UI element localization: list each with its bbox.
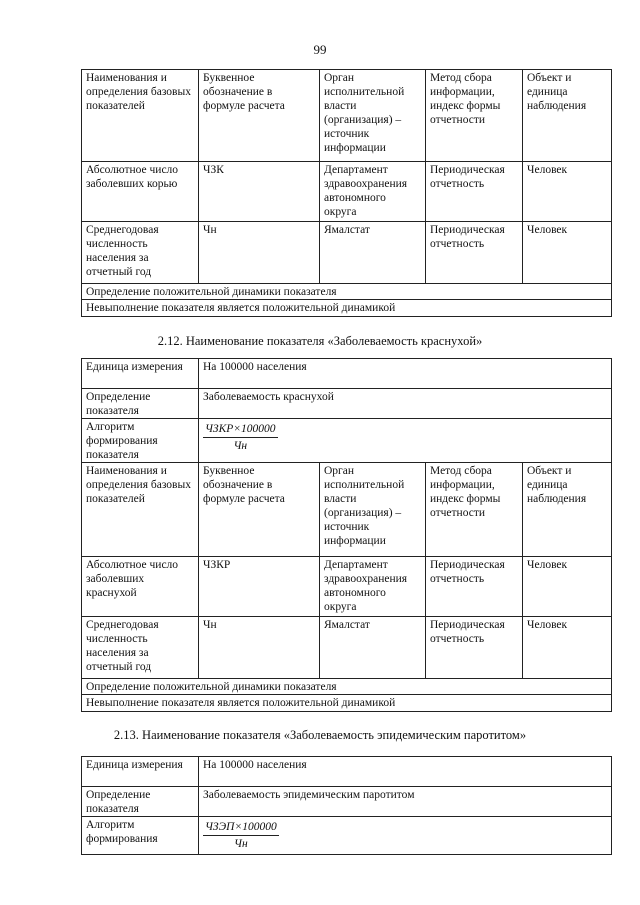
dynamics-value-cell: Невыполнение показателя является положительной динамикой bbox=[82, 300, 612, 317]
cell-method: Периодическая отчетность bbox=[426, 557, 523, 617]
table-row bbox=[82, 300, 612, 317]
definition-value: Заболеваемость краснухой bbox=[199, 389, 612, 419]
algorithm-label: Алгоритм формирования показателя bbox=[82, 419, 199, 463]
header-cell-method: Метод сбора информации, индекс формы отчетности bbox=[426, 70, 523, 162]
header-cell-name: Наименования и определения базовых показателей bbox=[82, 70, 199, 162]
table-row bbox=[82, 419, 612, 463]
table-row bbox=[82, 359, 612, 389]
unit-label: Единица измерения bbox=[82, 359, 199, 389]
header-cell-object: Объект и единица наблюдения bbox=[523, 70, 612, 162]
section-title-2-13: 2.13. Наименование показателя «Заболеваемость эпидемическим паротитом» bbox=[113, 728, 527, 742]
header-cell-name: Наименования и определения базовых показателей bbox=[82, 463, 199, 557]
table-measles-continuation bbox=[81, 69, 612, 317]
algorithm-formula bbox=[199, 419, 612, 463]
definition-value: Заболеваемость эпидемическим паротитом bbox=[199, 787, 612, 817]
cell-symbol: ЧЗК bbox=[199, 162, 320, 222]
table-row bbox=[82, 787, 612, 817]
cell-name: Абсолютное число заболевших корью bbox=[82, 162, 199, 222]
table-row bbox=[82, 757, 612, 787]
cell-symbol: Чн bbox=[199, 617, 320, 679]
dynamics-definition-cell: Определение положительной динамики показателя bbox=[82, 679, 612, 695]
cell-name: Среднегодовая численность населения за отчетный год bbox=[82, 222, 199, 284]
cell-source: Ямалстат bbox=[320, 617, 426, 679]
header-cell-symbol: Буквенное обозначение в формуле расчета bbox=[199, 463, 320, 557]
table-row bbox=[82, 617, 612, 679]
table-row bbox=[82, 162, 612, 222]
cell-source: Департамент здравоохранения автономного округа bbox=[320, 557, 426, 617]
table-mumps bbox=[81, 756, 612, 855]
table-header-row bbox=[82, 70, 612, 162]
unit-value: На 100000 населения bbox=[199, 359, 612, 389]
unit-value: На 100000 населения bbox=[199, 757, 612, 787]
cell-source: Ямалстат bbox=[320, 222, 426, 284]
table-row bbox=[82, 284, 612, 300]
algorithm-formula bbox=[199, 817, 612, 855]
table-row bbox=[82, 679, 612, 695]
formula-numerator: ЧЗЭП×100000 bbox=[203, 820, 279, 836]
cell-object: Человек bbox=[523, 162, 612, 222]
unit-label: Единица измерения bbox=[82, 757, 199, 787]
cell-name: Абсолютное число заболевших краснухой bbox=[82, 557, 199, 617]
cell-source: Департамент здравоохранения автономного округа bbox=[320, 162, 426, 222]
formula-denominator: Чн bbox=[233, 440, 248, 452]
page-number: 99 bbox=[313, 42, 327, 57]
algorithm-label: Алгоритм формирования bbox=[82, 817, 199, 855]
table-row bbox=[82, 557, 612, 617]
table-header-row bbox=[82, 463, 612, 557]
dynamics-definition-cell: Определение положительной динамики показателя bbox=[82, 284, 612, 300]
header-cell-object: Объект и единица наблюдения bbox=[523, 463, 612, 557]
definition-label: Определение показателя bbox=[82, 787, 199, 817]
table-row bbox=[82, 817, 612, 855]
cell-object: Человек bbox=[523, 222, 612, 284]
section-title-2-12: 2.12. Наименование показателя «Заболеваемость краснухой» bbox=[157, 334, 483, 348]
table-row bbox=[82, 695, 612, 712]
header-cell-source: Орган исполнительной власти (организация) – источник информации bbox=[320, 70, 426, 162]
table-row bbox=[82, 222, 612, 284]
cell-method: Периодическая отчетность bbox=[426, 162, 523, 222]
cell-name: Среднегодовая численность населения за отчетный год bbox=[82, 617, 199, 679]
formula-denominator: Чн bbox=[234, 838, 248, 850]
cell-method: Периодическая отчетность bbox=[426, 222, 523, 284]
formula-numerator: ЧЗКР×100000 bbox=[203, 422, 278, 438]
table-rubella bbox=[81, 358, 612, 712]
cell-object: Человек bbox=[523, 557, 612, 617]
header-cell-symbol: Буквенное обозначение в формуле расчета bbox=[199, 70, 320, 162]
header-cell-method: Метод сбора информации, индекс формы отчетности bbox=[426, 463, 523, 557]
cell-symbol: Чн bbox=[199, 222, 320, 284]
cell-symbol: ЧЗКР bbox=[199, 557, 320, 617]
table-row bbox=[82, 389, 612, 419]
dynamics-value-cell: Невыполнение показателя является положительной динамикой bbox=[82, 695, 612, 712]
cell-object: Человек bbox=[523, 617, 612, 679]
formula-fraction bbox=[203, 422, 278, 453]
formula-fraction bbox=[203, 820, 279, 851]
cell-method: Периодическая отчетность bbox=[426, 617, 523, 679]
header-cell-source: Орган исполнительной власти (организация) – источник информации bbox=[320, 463, 426, 557]
definition-label: Определение показателя bbox=[82, 389, 199, 419]
